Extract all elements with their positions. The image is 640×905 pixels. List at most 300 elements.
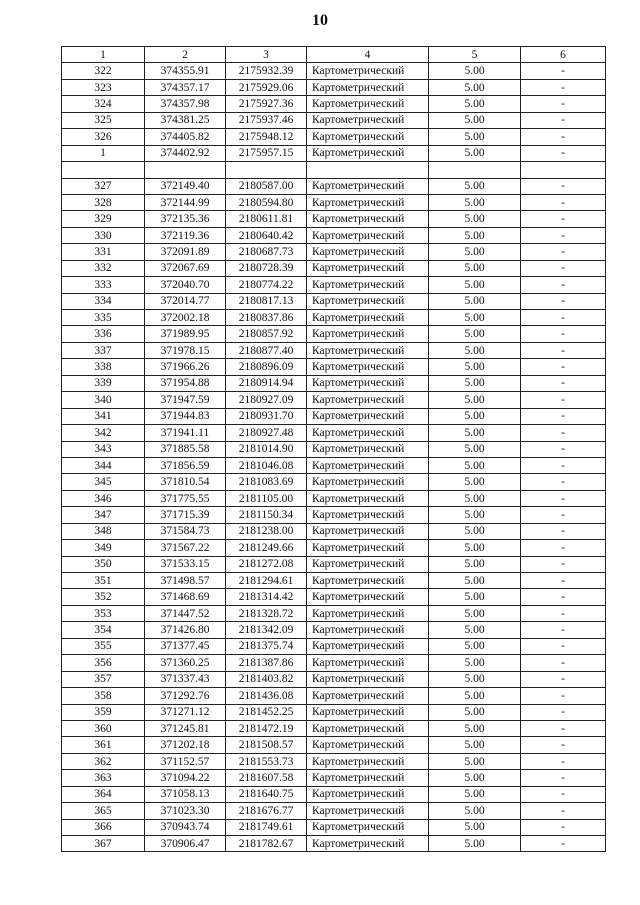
- x-coordinate-cell: 371715.39: [145, 507, 226, 523]
- description-cell: -: [521, 638, 606, 654]
- x-coordinate-cell: 374355.91: [145, 63, 226, 79]
- point-number-cell: 361: [62, 737, 145, 753]
- y-coordinate-cell: 2180728.39: [226, 260, 307, 276]
- method-cell: Картометрический: [307, 490, 429, 506]
- point-number-cell: 352: [62, 589, 145, 605]
- accuracy-cell: 5.00: [429, 737, 521, 753]
- point-number-cell: 331: [62, 244, 145, 260]
- point-number-cell: 348: [62, 523, 145, 539]
- table-row: [62, 441, 606, 457]
- method-cell: Картометрический: [307, 194, 429, 210]
- y-coordinate-cell: 2181294.61: [226, 573, 307, 589]
- x-coordinate-cell: 371202.18: [145, 737, 226, 753]
- description-cell: [521, 162, 606, 178]
- accuracy-cell: 5.00: [429, 227, 521, 243]
- x-coordinate-cell: 372067.69: [145, 260, 226, 276]
- point-number-cell: 342: [62, 425, 145, 441]
- method-cell: Картометрический: [307, 523, 429, 539]
- description-cell: -: [521, 540, 606, 556]
- table-row: [62, 589, 606, 605]
- point-number-cell: 332: [62, 260, 145, 276]
- y-coordinate-cell: 2181105.00: [226, 490, 307, 506]
- point-number-cell: 347: [62, 507, 145, 523]
- y-coordinate-cell: 2181046.08: [226, 457, 307, 473]
- x-coordinate-cell: 371245.81: [145, 720, 226, 736]
- accuracy-cell: 5.00: [429, 277, 521, 293]
- description-cell: -: [521, 655, 606, 671]
- accuracy-cell: 5.00: [429, 342, 521, 358]
- table-row: [62, 342, 606, 358]
- description-cell: -: [521, 819, 606, 835]
- method-cell: Картометрический: [307, 129, 429, 145]
- x-coordinate-cell: 371337.43: [145, 671, 226, 687]
- x-coordinate-cell: 371094.22: [145, 770, 226, 786]
- y-coordinate-cell: 2180640.42: [226, 227, 307, 243]
- column-header-x-coordinate: 2: [145, 47, 226, 63]
- x-coordinate-cell: 371885.58: [145, 441, 226, 457]
- point-number-cell: 357: [62, 671, 145, 687]
- x-coordinate-cell: 371152.57: [145, 753, 226, 769]
- x-coordinate-cell: 370906.47: [145, 836, 226, 852]
- accuracy-cell: 5.00: [429, 589, 521, 605]
- method-cell: Картометрический: [307, 441, 429, 457]
- table-row: [62, 605, 606, 621]
- description-cell: -: [521, 326, 606, 342]
- y-coordinate-cell: 2181508.57: [226, 737, 307, 753]
- method-cell: Картометрический: [307, 803, 429, 819]
- point-number-cell: 329: [62, 211, 145, 227]
- point-number-cell: 366: [62, 819, 145, 835]
- table-row: [62, 737, 606, 753]
- x-coordinate-cell: 374381.25: [145, 112, 226, 128]
- method-cell: Картометрический: [307, 671, 429, 687]
- accuracy-cell: 5.00: [429, 523, 521, 539]
- accuracy-cell: 5.00: [429, 556, 521, 572]
- y-coordinate-cell: 2181014.90: [226, 441, 307, 457]
- y-coordinate-cell: 2181553.73: [226, 753, 307, 769]
- description-cell: -: [521, 573, 606, 589]
- y-coordinate-cell: 2180687.73: [226, 244, 307, 260]
- x-coordinate-cell: 371941.11: [145, 425, 226, 441]
- y-coordinate-cell: 2181387.86: [226, 655, 307, 671]
- method-cell: [307, 162, 429, 178]
- method-cell: Картометрический: [307, 375, 429, 391]
- table-row: [62, 145, 606, 161]
- y-coordinate-cell: 2181676.77: [226, 803, 307, 819]
- y-coordinate-cell: 2180611.81: [226, 211, 307, 227]
- table-row: [62, 310, 606, 326]
- description-cell: -: [521, 622, 606, 638]
- accuracy-cell: 5.00: [429, 441, 521, 457]
- x-coordinate-cell: 374405.82: [145, 129, 226, 145]
- x-coordinate-cell: 371533.15: [145, 556, 226, 572]
- point-number-cell: 356: [62, 655, 145, 671]
- y-coordinate-cell: 2181403.82: [226, 671, 307, 687]
- description-cell: -: [521, 96, 606, 112]
- accuracy-cell: 5.00: [429, 704, 521, 720]
- accuracy-cell: 5.00: [429, 112, 521, 128]
- table-row: [62, 277, 606, 293]
- description-cell: -: [521, 359, 606, 375]
- y-coordinate-cell: 2180594.80: [226, 194, 307, 210]
- accuracy-cell: 5.00: [429, 408, 521, 424]
- table-row: [62, 178, 606, 194]
- coordinates-table: [61, 46, 606, 852]
- method-cell: Картометрический: [307, 786, 429, 802]
- method-cell: Картометрический: [307, 655, 429, 671]
- method-cell: Картометрический: [307, 277, 429, 293]
- method-cell: Картометрический: [307, 260, 429, 276]
- column-header-method: 4: [307, 47, 429, 63]
- description-cell: -: [521, 786, 606, 802]
- description-cell: -: [521, 589, 606, 605]
- accuracy-cell: 5.00: [429, 63, 521, 79]
- method-cell: Картометрический: [307, 573, 429, 589]
- accuracy-cell: 5.00: [429, 836, 521, 852]
- description-cell: -: [521, 507, 606, 523]
- method-cell: Картометрический: [307, 342, 429, 358]
- y-coordinate-cell: 2175957.15: [226, 145, 307, 161]
- table-row: [62, 227, 606, 243]
- y-coordinate-cell: 2180837.86: [226, 310, 307, 326]
- method-cell: Картометрический: [307, 96, 429, 112]
- description-cell: -: [521, 194, 606, 210]
- description-cell: -: [521, 244, 606, 260]
- y-coordinate-cell: 2181472.19: [226, 720, 307, 736]
- x-coordinate-cell: 371944.83: [145, 408, 226, 424]
- table-row: [62, 96, 606, 112]
- table-row: [62, 671, 606, 687]
- accuracy-cell: 5.00: [429, 655, 521, 671]
- method-cell: Картометрический: [307, 556, 429, 572]
- y-coordinate-cell: 2180774.22: [226, 277, 307, 293]
- point-number-cell: 328: [62, 194, 145, 210]
- table-row: [62, 770, 606, 786]
- x-coordinate-cell: 371584.73: [145, 523, 226, 539]
- y-coordinate-cell: 2181342.09: [226, 622, 307, 638]
- table-row: [62, 326, 606, 342]
- description-cell: -: [521, 441, 606, 457]
- point-number-cell: 341: [62, 408, 145, 424]
- point-number-cell: 367: [62, 836, 145, 852]
- point-number-cell: 1: [62, 145, 145, 161]
- description-cell: -: [521, 605, 606, 621]
- point-number-cell: 355: [62, 638, 145, 654]
- table-row: [62, 244, 606, 260]
- accuracy-cell: 5.00: [429, 622, 521, 638]
- method-cell: Картометрический: [307, 688, 429, 704]
- accuracy-cell: 5.00: [429, 605, 521, 621]
- accuracy-cell: 5.00: [429, 293, 521, 309]
- x-coordinate-cell: 371023.30: [145, 803, 226, 819]
- description-cell: -: [521, 753, 606, 769]
- point-number-cell: 330: [62, 227, 145, 243]
- description-cell: -: [521, 688, 606, 704]
- accuracy-cell: 5.00: [429, 375, 521, 391]
- point-number-cell: 339: [62, 375, 145, 391]
- x-coordinate-cell: 372144.99: [145, 194, 226, 210]
- accuracy-cell: 5.00: [429, 638, 521, 654]
- description-cell: -: [521, 178, 606, 194]
- y-coordinate-cell: 2181436.08: [226, 688, 307, 704]
- column-header-accuracy: 5: [429, 47, 521, 63]
- accuracy-cell: 5.00: [429, 671, 521, 687]
- table-row: [62, 638, 606, 654]
- x-coordinate-cell: 372149.40: [145, 178, 226, 194]
- x-coordinate-cell: 371498.57: [145, 573, 226, 589]
- table-row: [62, 63, 606, 79]
- method-cell: Картометрический: [307, 622, 429, 638]
- table-row: [62, 474, 606, 490]
- y-coordinate-cell: 2181238.00: [226, 523, 307, 539]
- table-row: [62, 540, 606, 556]
- method-cell: Картометрический: [307, 540, 429, 556]
- y-coordinate-cell: 2180914.94: [226, 375, 307, 391]
- description-cell: -: [521, 79, 606, 95]
- y-coordinate-cell: [226, 162, 307, 178]
- description-cell: -: [521, 803, 606, 819]
- accuracy-cell: 5.00: [429, 573, 521, 589]
- accuracy-cell: 5.00: [429, 540, 521, 556]
- x-coordinate-cell: 371426.80: [145, 622, 226, 638]
- method-cell: Картометрический: [307, 737, 429, 753]
- y-coordinate-cell: 2181272.08: [226, 556, 307, 572]
- table-row: [62, 375, 606, 391]
- x-coordinate-cell: [145, 162, 226, 178]
- method-cell: Картометрический: [307, 425, 429, 441]
- y-coordinate-cell: 2181249.66: [226, 540, 307, 556]
- table-row: [62, 688, 606, 704]
- accuracy-cell: 5.00: [429, 178, 521, 194]
- table-row: [62, 260, 606, 276]
- description-cell: -: [521, 310, 606, 326]
- accuracy-cell: 5.00: [429, 359, 521, 375]
- accuracy-cell: 5.00: [429, 244, 521, 260]
- x-coordinate-cell: 371447.52: [145, 605, 226, 621]
- description-cell: -: [521, 293, 606, 309]
- table-row: [62, 112, 606, 128]
- description-cell: -: [521, 425, 606, 441]
- point-number-cell: 335: [62, 310, 145, 326]
- y-coordinate-cell: 2175948.12: [226, 129, 307, 145]
- point-number-cell: 346: [62, 490, 145, 506]
- table-row: [62, 490, 606, 506]
- description-cell: -: [521, 457, 606, 473]
- x-coordinate-cell: 371978.15: [145, 342, 226, 358]
- x-coordinate-cell: 371810.54: [145, 474, 226, 490]
- point-number-cell: 359: [62, 704, 145, 720]
- accuracy-cell: [429, 162, 521, 178]
- x-coordinate-cell: 371360.25: [145, 655, 226, 671]
- x-coordinate-cell: 371292.76: [145, 688, 226, 704]
- method-cell: Картометрический: [307, 770, 429, 786]
- point-number-cell: 362: [62, 753, 145, 769]
- table-row: [62, 392, 606, 408]
- description-cell: -: [521, 720, 606, 736]
- table-row: [62, 573, 606, 589]
- x-coordinate-cell: 371966.26: [145, 359, 226, 375]
- point-number-cell: 365: [62, 803, 145, 819]
- table-row: [62, 819, 606, 835]
- x-coordinate-cell: 371954.88: [145, 375, 226, 391]
- table-row: [62, 556, 606, 572]
- point-number-cell: 358: [62, 688, 145, 704]
- x-coordinate-cell: 372091.89: [145, 244, 226, 260]
- accuracy-cell: 5.00: [429, 425, 521, 441]
- description-cell: -: [521, 342, 606, 358]
- y-coordinate-cell: 2175927.36: [226, 96, 307, 112]
- table-row: [62, 293, 606, 309]
- point-number-cell: 322: [62, 63, 145, 79]
- description-cell: -: [521, 556, 606, 572]
- accuracy-cell: 5.00: [429, 145, 521, 161]
- point-number-cell: 345: [62, 474, 145, 490]
- point-number-cell: 326: [62, 129, 145, 145]
- description-cell: -: [521, 523, 606, 539]
- y-coordinate-cell: 2180896.09: [226, 359, 307, 375]
- description-cell: -: [521, 737, 606, 753]
- method-cell: Картометрический: [307, 178, 429, 194]
- accuracy-cell: 5.00: [429, 211, 521, 227]
- point-number-cell: 333: [62, 277, 145, 293]
- x-coordinate-cell: 372135.36: [145, 211, 226, 227]
- point-number-cell: 353: [62, 605, 145, 621]
- method-cell: Картометрический: [307, 605, 429, 621]
- x-coordinate-cell: 370943.74: [145, 819, 226, 835]
- x-coordinate-cell: 371377.45: [145, 638, 226, 654]
- accuracy-cell: 5.00: [429, 688, 521, 704]
- y-coordinate-cell: 2180927.09: [226, 392, 307, 408]
- accuracy-cell: 5.00: [429, 720, 521, 736]
- description-cell: -: [521, 836, 606, 852]
- point-number-cell: 351: [62, 573, 145, 589]
- x-coordinate-cell: 374357.17: [145, 79, 226, 95]
- method-cell: Картометрический: [307, 720, 429, 736]
- x-coordinate-cell: 371775.55: [145, 490, 226, 506]
- accuracy-cell: 5.00: [429, 79, 521, 95]
- description-cell: -: [521, 277, 606, 293]
- table-row: [62, 836, 606, 852]
- point-number-cell: 364: [62, 786, 145, 802]
- description-cell: -: [521, 63, 606, 79]
- point-number-cell: 363: [62, 770, 145, 786]
- accuracy-cell: 5.00: [429, 392, 521, 408]
- table-row: [62, 786, 606, 802]
- table-row: [62, 194, 606, 210]
- point-number-cell: 360: [62, 720, 145, 736]
- y-coordinate-cell: 2180817.13: [226, 293, 307, 309]
- accuracy-cell: 5.00: [429, 129, 521, 145]
- point-number-cell: 349: [62, 540, 145, 556]
- accuracy-cell: 5.00: [429, 819, 521, 835]
- method-cell: Картометрический: [307, 79, 429, 95]
- point-number-cell: 337: [62, 342, 145, 358]
- x-coordinate-cell: 372014.77: [145, 293, 226, 309]
- point-number-cell: 354: [62, 622, 145, 638]
- y-coordinate-cell: 2180931.70: [226, 408, 307, 424]
- point-number-cell: 336: [62, 326, 145, 342]
- y-coordinate-cell: 2180927.48: [226, 425, 307, 441]
- accuracy-cell: 5.00: [429, 474, 521, 490]
- y-coordinate-cell: 2181314.42: [226, 589, 307, 605]
- table-row: [62, 408, 606, 424]
- point-number-cell: 324: [62, 96, 145, 112]
- table-header-row: [62, 47, 606, 63]
- method-cell: Картометрический: [307, 507, 429, 523]
- x-coordinate-cell: 371058.13: [145, 786, 226, 802]
- page-number: 10: [312, 12, 328, 29]
- y-coordinate-cell: 2181375.74: [226, 638, 307, 654]
- x-coordinate-cell: 374402.92: [145, 145, 226, 161]
- description-cell: -: [521, 408, 606, 424]
- y-coordinate-cell: 2175929.06: [226, 79, 307, 95]
- method-cell: Картометрический: [307, 753, 429, 769]
- y-coordinate-cell: 2181640.75: [226, 786, 307, 802]
- description-cell: -: [521, 375, 606, 391]
- x-coordinate-cell: 371856.59: [145, 457, 226, 473]
- method-cell: Картометрический: [307, 227, 429, 243]
- method-cell: Картометрический: [307, 589, 429, 605]
- description-cell: -: [521, 392, 606, 408]
- column-header-description: 6: [521, 47, 606, 63]
- point-number-cell: 343: [62, 441, 145, 457]
- method-cell: Картометрический: [307, 638, 429, 654]
- method-cell: Картометрический: [307, 244, 429, 260]
- method-cell: Картометрический: [307, 408, 429, 424]
- x-coordinate-cell: 372040.70: [145, 277, 226, 293]
- x-coordinate-cell: 371947.59: [145, 392, 226, 408]
- method-cell: Картометрический: [307, 819, 429, 835]
- table-row: [62, 425, 606, 441]
- description-cell: -: [521, 770, 606, 786]
- method-cell: Картометрический: [307, 704, 429, 720]
- table-row: [62, 359, 606, 375]
- accuracy-cell: 5.00: [429, 786, 521, 802]
- method-cell: Картометрический: [307, 836, 429, 852]
- point-number-cell: 344: [62, 457, 145, 473]
- table-row: [62, 622, 606, 638]
- y-coordinate-cell: 2180877.40: [226, 342, 307, 358]
- accuracy-cell: 5.00: [429, 260, 521, 276]
- method-cell: Картометрический: [307, 474, 429, 490]
- accuracy-cell: 5.00: [429, 457, 521, 473]
- x-coordinate-cell: 371468.69: [145, 589, 226, 605]
- method-cell: Картометрический: [307, 145, 429, 161]
- description-cell: -: [521, 474, 606, 490]
- point-number-cell: 350: [62, 556, 145, 572]
- y-coordinate-cell: 2175932.39: [226, 63, 307, 79]
- method-cell: Картометрический: [307, 112, 429, 128]
- accuracy-cell: 5.00: [429, 326, 521, 342]
- description-cell: -: [521, 227, 606, 243]
- point-number-cell: 323: [62, 79, 145, 95]
- method-cell: Картометрический: [307, 310, 429, 326]
- point-number-cell: [62, 162, 145, 178]
- x-coordinate-cell: 372002.18: [145, 310, 226, 326]
- accuracy-cell: 5.00: [429, 803, 521, 819]
- x-coordinate-cell: 372119.36: [145, 227, 226, 243]
- description-cell: -: [521, 112, 606, 128]
- accuracy-cell: 5.00: [429, 96, 521, 112]
- accuracy-cell: 5.00: [429, 507, 521, 523]
- y-coordinate-cell: 2180587.00: [226, 178, 307, 194]
- y-coordinate-cell: 2181749.61: [226, 819, 307, 835]
- x-coordinate-cell: 371989.95: [145, 326, 226, 342]
- method-cell: Картометрический: [307, 293, 429, 309]
- table-row: [62, 803, 606, 819]
- description-cell: -: [521, 704, 606, 720]
- description-cell: -: [521, 490, 606, 506]
